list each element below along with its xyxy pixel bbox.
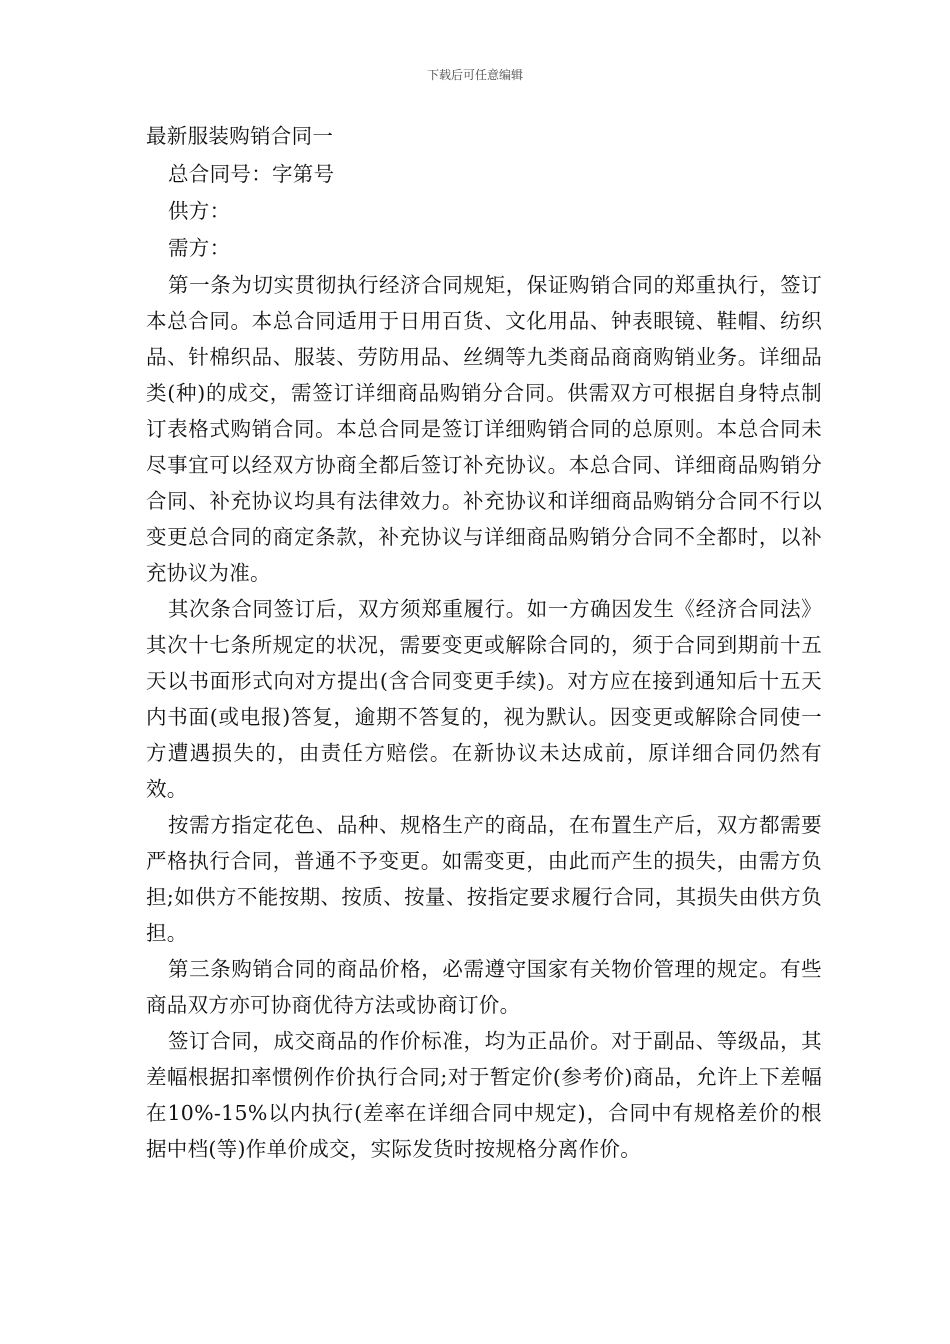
paragraph-pricing-standard: 签订合同，成交商品的作价标准，均为正品价。对于副品、等级品，其差幅根据扣率惯例作价执行合同;对于暂定价(参考价)商品，允许上下差幅在10%-15%以内执行(差率在详细合同中规定)，合同中有规格差价的根据中档(等)作单价成交，实际发货时按规格分离作价。: [146, 1029, 822, 1161]
contract-number: 总合同号：字第号: [168, 162, 335, 186]
paragraph-custom-production: 按需方指定花色、品种、规格生产的商品，在布置生产后，双方都需要严格执行合同，普通不予变更。如需变更，由此而产生的损失，由需方负担;如供方不能按期、按质、按量、按指定要求履行合同，其损失由供方负担。: [146, 813, 822, 945]
page-header-note: 下载后可任意编辑: [426, 68, 523, 82]
supplier-field: 供方：: [168, 199, 231, 223]
document-body: [146, 118, 822, 1167]
paragraph-article-2: 其次条合同签订后，双方须郑重履行。如一方确因发生《经济合同法》其次十七条所规定的状况，需要变更或解除合同的，须于合同到期前十五天以书面形式向对方提出(含合同变更手续)。对方应在接到通知后十五天内书面(或电报)答复，逾期不答复的，视为默认。因变更或解除合同使一方遭遇损失的，由责任方赔偿。在新协议未达成前，原详细合同仍然有效。: [146, 597, 822, 801]
document-title: 最新服装购销合同一: [146, 124, 334, 148]
paragraph-article-3: 第三条购销合同的商品价格，必需遵守国家有关物价管理的规定。有些商品双方亦可协商优待方法或协商订价。: [146, 957, 822, 1017]
buyer-field: 需方：: [168, 236, 231, 260]
paragraph-article-1: 第一条为切实贯彻执行经济合同规矩，保证购销合同的郑重执行，签订本总合同。本总合同适用于日用百货、文化用品、钟表眼镜、鞋帽、纺织品、针棉织品、服装、劳防用品、丝绸等九类商品商商购销业务。详细品类(种)的成交，需签订详细商品购销分合同。供需双方可根据自身特点制订表格式购销合同。本总合同是签订详细购销合同的总原则。本总合同未尽事宜可以经双方协商全都后签订补充协议。本总合同、详细商品购销分合同、补充协议均具有法律效力。补充协议和详细商品购销分合同不行以变更总合同的商定条款，补充协议与详细商品购销分合同不全都时，以补充协议为准。: [146, 273, 822, 585]
